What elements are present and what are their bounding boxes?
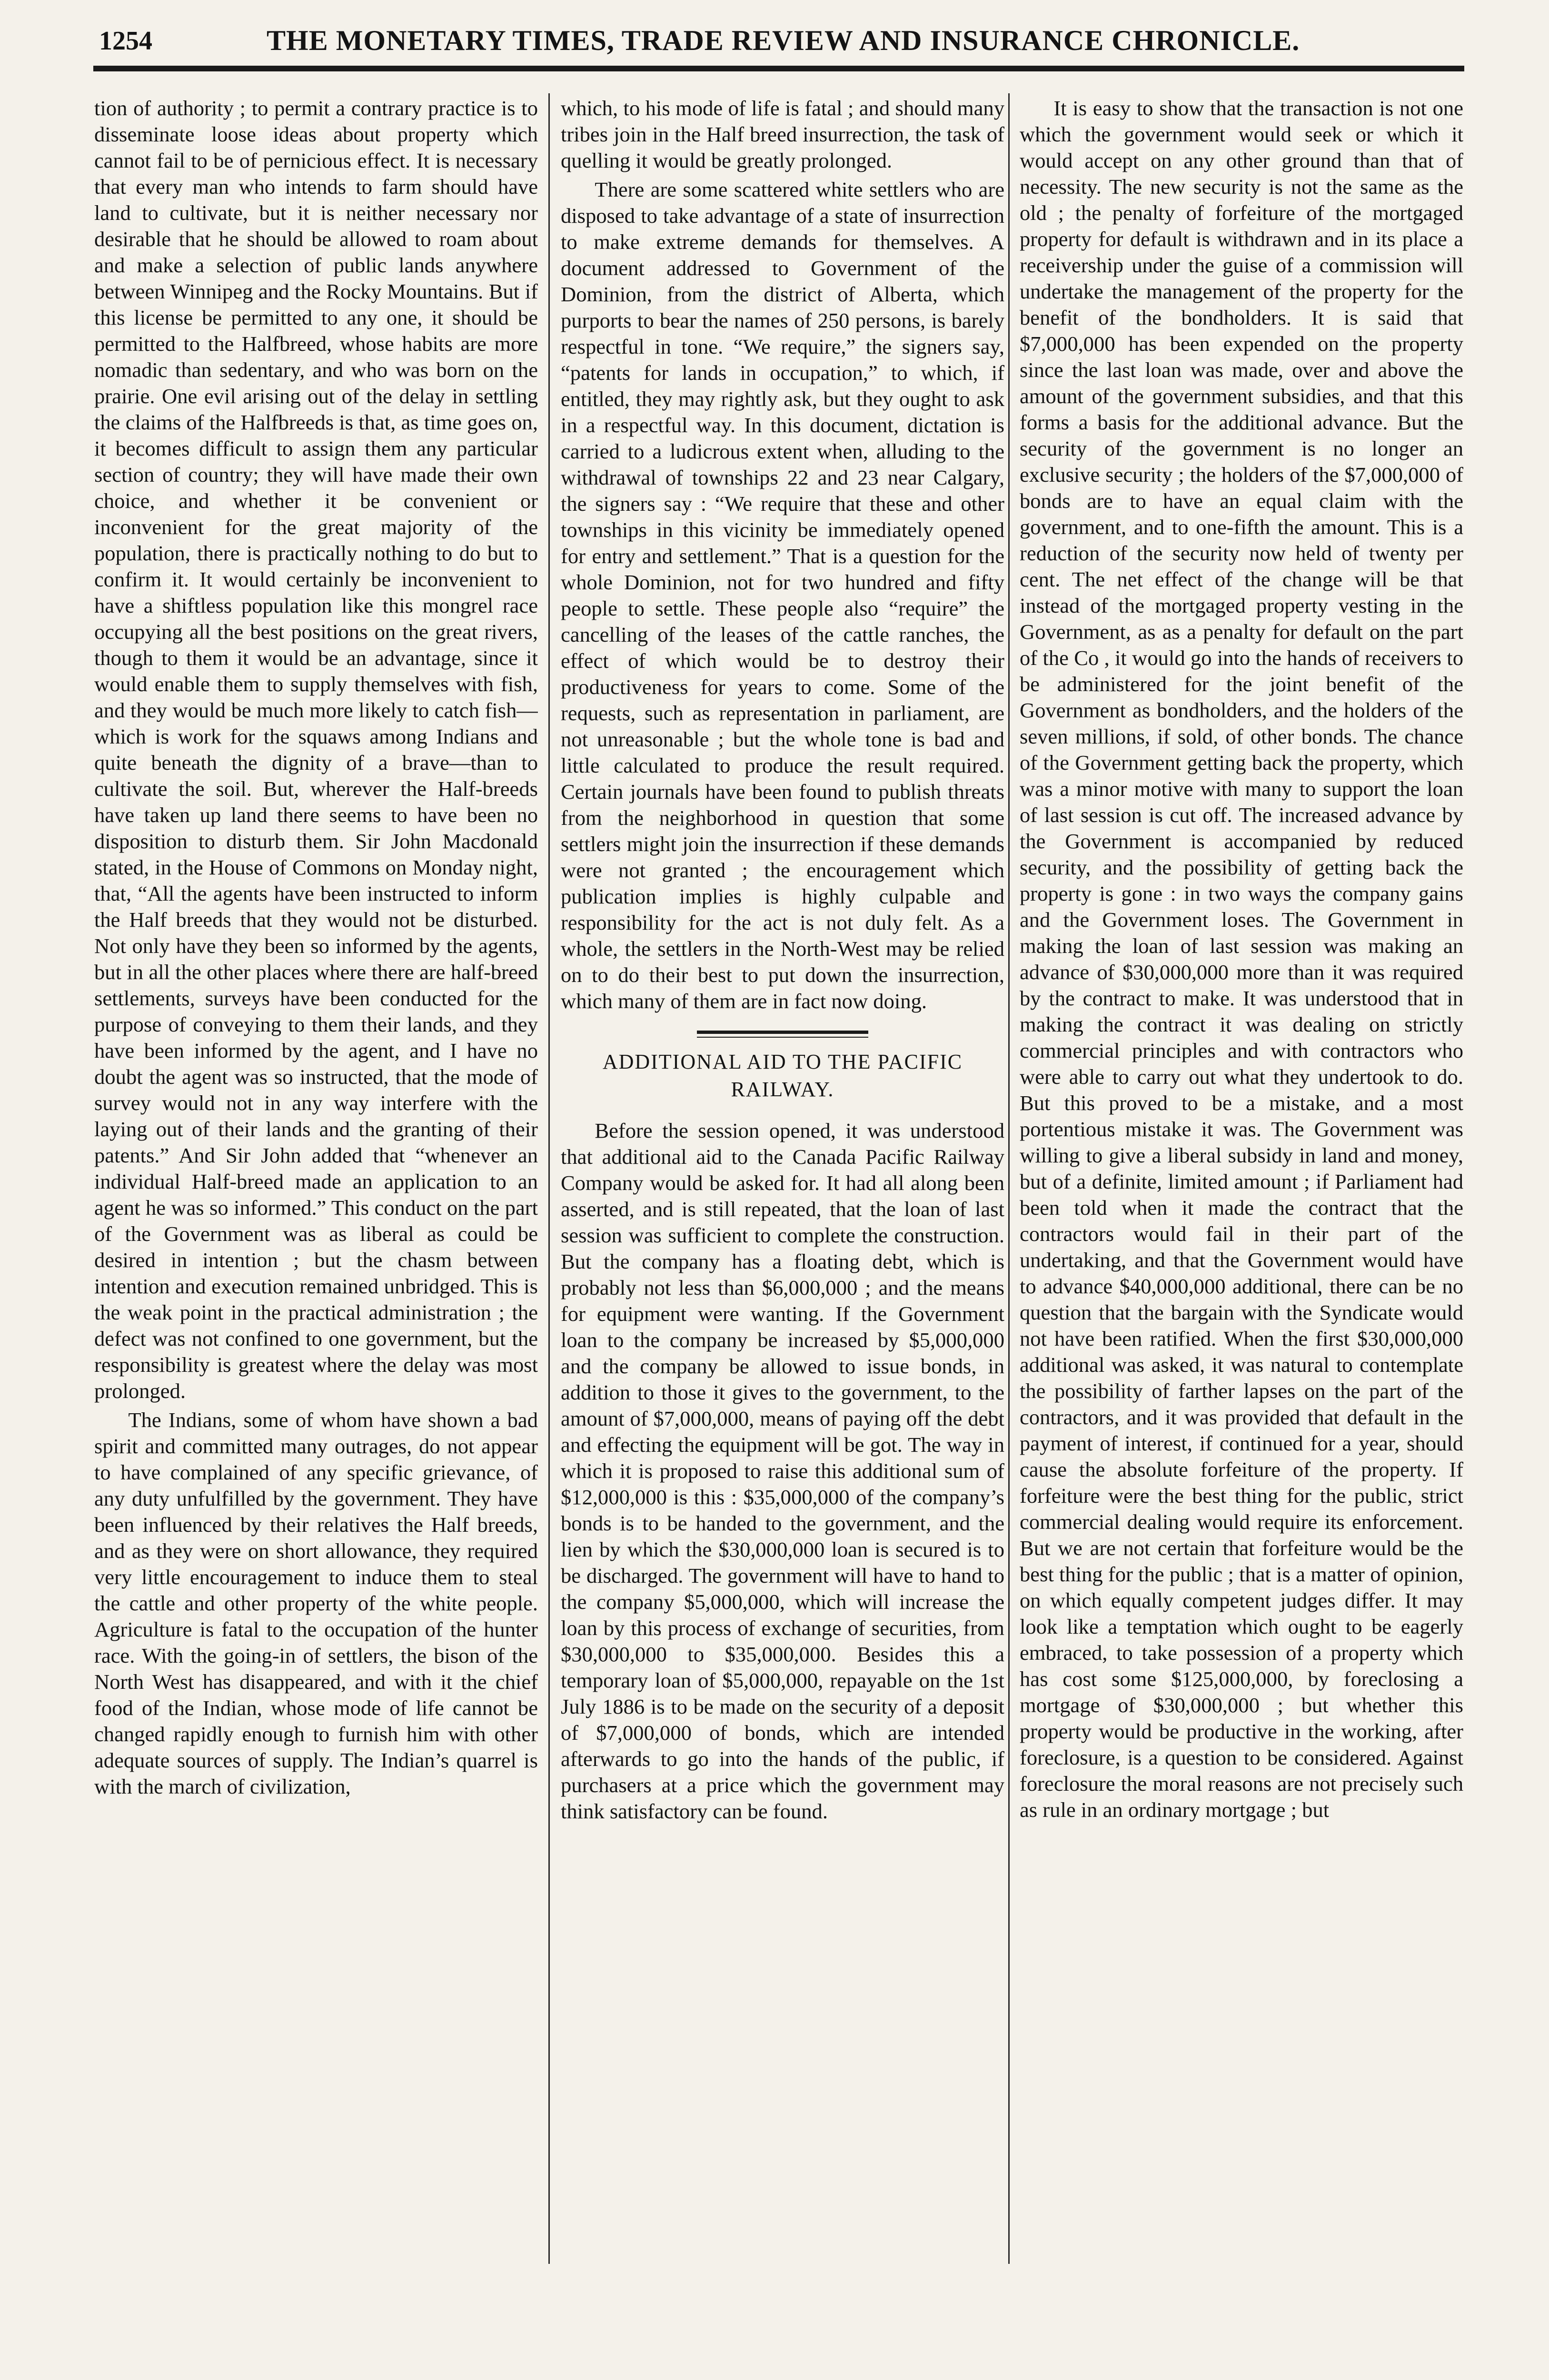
article-paragraph: tion of authority ; to permit a contrary practice is to disseminate loose ideas about property which cannot fail to be of pernicious effect. It is necessary that every man who intends to farm should have land to cultivate, but it is neither necessary nor desirable that he should be allowed to roam about and make a selection of public lands anywhere between Winnipeg and the Rocky Mountains. But if this license be permitted to any one, it should be permitted to the Halfbreed, whose habits are more nomadic than sedentary, and who was born on the prairie. One evil arising out of the delay in settling the claims of the Halfbreeds is that, as time goes on, it becomes difficult to assign them any particular section of country; they will have made their own choice, and whether it be convenient or inconvenient for the great majority of the population, there is practically nothing to do but to confirm it. It would certainly be inconvenient to have a shiftless population like this mongrel race occupying all the best positions on the great rivers, though to them it would be an advantage, since it would enable them to supply themselves with fish, and they would be much more likely to catch fish—which is work for the squaws among Indians and quite beneath the dignity of a brave—than to cultivate the soil. But, wherever the Half-breeds have taken up land there seems to have been no disposition to disturb them. Sir John Macdonald stated, in the House of Commons on Monday night, that, “All the agents have been instructed to inform the Half breeds that they would not be disturbed. Not only have they been so informed by the agents, but in all the other places where there are half-breed settlements, surveys have been conducted for the purpose of conveying to them their lands, and they have been informed by the agent, and I have no doubt the agent was so instructed, that the mode of survey would not in any way interfere with the laying out of their lands and the granting of their patents.” And Sir John added that “whenever an individual Half-breed made an application to an agent he was so informed.” This conduct on the part of the Government was as liberal as could be desired in intention ; but the chasm between intention and execution remained unbridged. This is the weak point in the practical administration ; the defect was not confined to one government, but the responsibility is greatest where the delay was most prolonged. [94, 96, 538, 1403]
section-heading: ADDITIONAL AID TO THE PACIFIC RAILWAY. [602, 1050, 963, 1101]
article-paragraph: Before the session opened, it was understood that additional aid to the Canada Pacific Railway Company would be asked for. It had all along been asserted, and is still repeated, that the loan of last session was sufficient to complete the construction. But the company has a floating debt, which is probably not less than $6,000,000 ; and the means for equipment were wanting. If the Government loan to the company be increased by $5,000,000 and the company be allowed to issue bonds, in addition to those it gives to the government, to the amount of $7,000,000, means of paying off the debt and effecting the equipment will be got. The way in which it is proposed to raise this additional sum of $12,000,000 is this : $35,000,000 of the company’s bonds is to be handed to the government, and the lien by which the $30,000,000 loan is secured is to be discharged. The government will have to hand to the company $5,000,000, which will increase the loan by this process of exchange of securities, from $30,000,000 to $35,000,000. Besides this a temporary loan of $5,000,000, repayable on the 1st July 1886 is to be made on the security of a deposit of $7,000,000 of bonds, which are intended afterwards to go into the hands of the public, if purchasers at a price which the government may think satisfactory can be found. [561, 1119, 1004, 1823]
page-number: 1254 [99, 26, 152, 56]
section-divider [697, 1031, 868, 1038]
article-paragraph: It is easy to show that the transaction is not one which the government would seek or which it would accept on any other ground than that of necessity. The new security is not the same as the old ; the penalty of forfeiture of the mortgaged property for default is withdrawn and in its place a receivership under the guise of a commission will undertake the management of the property for the benefit of the bondholders. It is said that $7,000,000 has been expended on the property since the last loan was made, over and above the amount of the government subsidies, and that this forms a basis for the additional advance. But the security of the government is no longer an exclusive security ; the holders of the $7,000,000 of bonds are to have an equal claim with the government, and to one-fifth the amount. This is a reduction of the security now held of twenty per cent. The net effect of the change will be that instead of the mortgaged property vesting in the Government, as as a penalty for default on the part of the Co , it would go into the hands of receivers to be administered for the joint benefit of the Government as bondholders, and the holders of the seven millions, if sold, of other bonds. The chance of the Government getting back the property, which was a minor motive with many to support the loan of last session is cut off. The increased advance by the Government is accompanied by reduced security, and the possibility of getting back the property is gone : in two ways the company gains and the Government loses. The Government in making the loan of last session was making an advance of $30,000,000 more than it was required by the contract to make. It was understood that in making the contract it was dealing on strictly commercial principles and with contractors who were able to carry out what they undertook to do. But this proved to be a mistake, and a most portentious mistake it was. The Government was willing to give a liberal subsidy in land and money, but of a definite, limited amount ; if Parliament had been told when it made the contract that the contractors would fail in their part of the undertaking, and that the Government would have to advance $40,000,000 additional, there can be no question that the bargain with the Syndicate would not have been ratified. When the first $30,000,000 additional was asked, it was natural to contemplate the possibility of farther lapses on the part of the contractors, and it was provided that default in the payment of interest, if continued for a year, should cause the absolute forfeiture of the property. If forfeiture were the best thing for the public, strict commercial dealing would require its enforcement. But we are not certain that forfeiture would be the best thing for the public ; that is a matter of opinion, on which equally competent judges differ. It may look like a temptation which ought to be eagerly embraced, to take possession of a property which has cost some $125,000,000, by foreclosing a mortgage of $30,000,000 ; but whether this property would be productive in the working, after foreclosure, is a question to be considered. Against foreclosure the moral reasons are not precisely such as rule in an ordinary mortgage ; but [1020, 96, 1463, 1822]
article-paragraph: There are some scattered white settlers who are disposed to take advantage of a state of insurrection to make extreme demands for themselves. A document addressed to Government of the Dominion, from the district of Alberta, which purports to bear the names of 250 persons, is barely respectful in tone. “We require,” the signers say, “patents for lands in occupation,” to which, if entitled, they may rightly ask, but they ought to ask in a respectful way. In this document, dictation is carried to a ludicrous extent when, alluding to the withdrawal of townships 22 and 23 near Calgary, the signers say : “We require that these and other townships in this vicinity be immediately opened for entry and settlement.” That is a question for the whole Dominion, not for two hundred and fifty people to settle. These people also “require” the cancelling of the leases of the cattle ranches, the effect of which would be to destroy their productiveness for years to come. Some of the requests, such as representation in parliament, are not unreasonable ; but the whole tone is bad and little calculated to produce the result required. Certain journals have been found to publish threats from the neighborhood in question that some settlers might join the insurrection if these demands were not granted ; the encouragement which publication implies is highly culpable and responsibility for the act is not duly felt. As a whole, the settlers in the North-West may be relied on to do their best to put down the insurrection, which many of them are in fact now doing. [561, 178, 1004, 1013]
article-paragraph: which, to his mode of life is fatal ; and should many tribes join in the Half breed insurrection, the task of quelling it would be greatly prolonged. [561, 96, 1004, 172]
column-1 [94, 95, 538, 2266]
column-2 [561, 95, 1004, 2266]
article-paragraph: The Indians, some of whom have shown a bad spirit and committed many outrages, do not appear to have complained of any specific grievance, of any duty unfulfilled by the government. They have been influenced by their relatives the Half breeds, and as they were on short allowance, they required very little encouragement to induce them to steal the cattle and other property of the white people. Agriculture is fatal to the occupation of the hunter race. With the going-in of settlers, the bison of the North West has disappeared, and with it the chief food of the Indian, whose mode of life cannot be changed rapidly enough to furnish him with other adequate sources of supply. The Indian’s quarrel is with the march of civilization, [94, 1408, 538, 1798]
column-3 [1020, 95, 1463, 2266]
masthead-title: THE MONETARY TIMES, TRADE REVIEW AND INSURANCE CHRONICLE. [267, 25, 1300, 56]
header-rule [93, 66, 1464, 71]
column-divider [1008, 93, 1010, 2264]
column-divider [548, 93, 550, 2264]
